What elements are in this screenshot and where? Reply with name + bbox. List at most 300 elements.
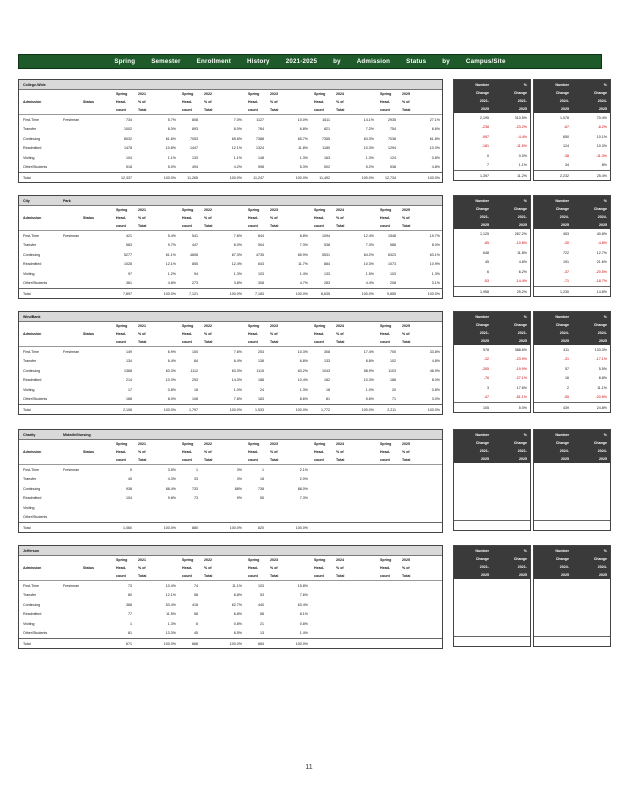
headcount-value: 102 <box>390 359 396 364</box>
percent-value: 0.8% <box>233 621 242 626</box>
headcount-value: 880 <box>192 525 198 530</box>
percent-value: 1.4% <box>299 271 308 276</box>
headcount-value: 5277 <box>124 252 132 257</box>
percent-value: 63.4% <box>297 602 308 607</box>
headcount-value: 808 <box>192 117 198 122</box>
headcount-value: 938 <box>126 486 132 491</box>
percent-value: 4.8% <box>167 281 176 286</box>
percent-change-value: -4.8% <box>597 241 607 246</box>
headcount-value: 253 <box>258 349 264 354</box>
headcount-value: 12,734 <box>385 175 396 180</box>
headcount-value: 1478 <box>124 146 132 151</box>
percent-value: 27.1% <box>429 117 440 122</box>
number-change-value: 1,078 <box>560 115 569 120</box>
percent-change-value: 25.4% <box>596 173 607 178</box>
percent-value: 8.6% <box>299 397 308 402</box>
headcount-value: 80 <box>128 593 132 598</box>
percent-value: 88.4% <box>165 486 176 491</box>
headcount-value: 1112 <box>190 368 198 373</box>
change-header: Change <box>593 557 607 561</box>
percent-change-value: 11.2% <box>517 173 527 178</box>
percent-value: 100.0% <box>427 175 440 180</box>
admission-header: Admission <box>23 450 42 454</box>
year-label: 2023 <box>270 92 278 96</box>
percent-value: 65.9% <box>297 252 308 257</box>
headcount-value: 188 <box>390 378 396 383</box>
count-header: count <box>116 108 126 112</box>
percent-value: 1.5% <box>365 271 374 276</box>
spring-label: Spring <box>248 208 260 212</box>
percent-change-value: 11.1% <box>597 385 607 390</box>
headcount-value: 6 <box>196 621 198 626</box>
admission-label: Continuing <box>23 486 41 491</box>
pct-header: % of <box>204 566 212 570</box>
admission-label: Other/Students <box>23 515 48 520</box>
headcount-header: Head- <box>182 450 192 454</box>
total-header: Total <box>138 458 147 462</box>
percent-change-value: -61.1% <box>515 395 527 400</box>
change-header: 2024- <box>597 565 607 569</box>
headcount-value: 12,337 <box>121 175 132 180</box>
headcount-value: 6323 <box>388 252 396 257</box>
percent-change-value: 12.7% <box>596 250 607 255</box>
percent-value: 6.8% <box>299 359 308 364</box>
number-change-value: -997 <box>481 134 489 139</box>
title-word: Status <box>406 58 427 65</box>
percent-change-value: 11.8% <box>517 250 527 255</box>
number-change-value: -55 <box>563 395 569 400</box>
number-change-value: 34 <box>565 163 569 168</box>
change-header: Change <box>555 557 569 561</box>
count-header: count <box>380 458 390 462</box>
count-header: count <box>248 224 258 228</box>
total-header: Total <box>270 108 279 112</box>
title-word: by <box>442 58 450 65</box>
headcount-value: 134 <box>126 359 132 364</box>
number-change-value: -76 <box>483 376 489 381</box>
headcount-value: 855 <box>192 262 198 267</box>
spring-label: Spring <box>314 208 326 212</box>
admission-label: Continuing <box>23 136 41 141</box>
change-header: Change <box>513 323 527 327</box>
percent-value: 2.1% <box>299 467 308 472</box>
headcount-value: 104 <box>126 155 132 160</box>
pct-header: % of <box>204 450 212 454</box>
change-header: % <box>603 198 607 203</box>
change-header: 2025 <box>561 223 569 227</box>
percent-value: 7.0% <box>233 117 242 122</box>
headcount-value: 11,247 <box>253 175 264 180</box>
pct-header: % of <box>204 216 212 220</box>
admission-label: Transfer <box>23 127 37 132</box>
year-label: 2025 <box>402 442 410 446</box>
change-header: 2021- <box>479 99 489 103</box>
headcount-value: 1 <box>196 467 198 472</box>
percent-value: 100.0% <box>295 407 308 412</box>
headcount-value: 5531 <box>322 252 330 257</box>
headcount-value: 734 <box>126 117 132 122</box>
percent-value: 100.0% <box>163 291 176 296</box>
change-2024-2025-box <box>533 79 611 181</box>
admission-label: Total <box>23 175 31 180</box>
percent-value: 6.6% <box>431 127 440 132</box>
change-header: Change <box>593 91 607 95</box>
percent-value: 63.1% <box>429 252 440 257</box>
pct-header: % of <box>204 100 212 104</box>
percent-value: 88.0% <box>297 486 308 491</box>
percent-value: 6.4% <box>233 359 242 364</box>
admission-label: First-Time <box>23 467 40 472</box>
percent-change-value: 17.6% <box>516 385 527 390</box>
percent-value: 10.0% <box>297 117 308 122</box>
change-header: 2021- <box>479 215 489 219</box>
change-header: 2025 <box>519 339 527 343</box>
number-change-value: 16 <box>565 376 569 381</box>
headcount-value: 45 <box>128 477 132 482</box>
change-header: % <box>523 432 527 437</box>
year-label: 2025 <box>402 558 410 562</box>
headcount-value: 1103 <box>388 368 396 373</box>
percent-value: 64.2% <box>363 252 374 257</box>
headcount-header: Head- <box>116 566 126 570</box>
change-header: 2021- <box>517 99 527 103</box>
change-header: 2025 <box>599 339 607 343</box>
percent-change-value: 10.3% <box>596 144 607 149</box>
headcount-header: Head- <box>116 216 126 220</box>
percent-value: 100.0% <box>295 175 308 180</box>
headcount-value: 7,897 <box>123 291 132 296</box>
count-header: count <box>314 340 324 344</box>
year-label: 2025 <box>402 208 410 212</box>
percent-value: 1.2% <box>167 271 176 276</box>
admission-label: Transfer <box>23 477 37 482</box>
change-2021-2025-box <box>453 79 531 181</box>
headcount-value: 273 <box>192 281 198 286</box>
headcount-value: 671 <box>126 641 132 646</box>
percent-change-value: -10.8% <box>515 241 527 246</box>
admission-label: Other/Students <box>23 397 48 402</box>
headcount-value: 74 <box>194 583 198 588</box>
headcount-value: 2,106 <box>123 407 132 412</box>
percent-change-value: -4.4% <box>517 134 527 139</box>
campus-table <box>18 195 443 299</box>
percent-value: 12.1% <box>231 146 242 151</box>
total-header: Total <box>270 340 279 344</box>
change-header: Number <box>555 314 569 319</box>
percent-value: 61.1% <box>165 252 176 257</box>
admission-label: Total <box>23 641 31 646</box>
pct-header: % of <box>402 216 410 220</box>
headcount-value: 308 <box>258 281 264 286</box>
percent-value: 53.4% <box>165 602 176 607</box>
number-change-value: 124 <box>563 144 569 149</box>
change-header: Change <box>475 557 489 561</box>
percent-value: 1.0% <box>365 387 374 392</box>
pct-header: % of <box>402 566 410 570</box>
total-header: Total <box>402 108 411 112</box>
title-word: Enrollment <box>196 58 231 65</box>
percent-value: 9% <box>236 496 242 501</box>
change-header: 2024- <box>559 565 569 569</box>
change-header: Number <box>555 82 569 87</box>
change-header: Change <box>475 207 489 211</box>
change-header: Change <box>593 441 607 445</box>
change-header: % <box>523 82 527 87</box>
year-label: 2021 <box>138 558 146 562</box>
percent-change-value: 0.0% <box>518 153 527 158</box>
headcount-value: 1 <box>262 467 264 472</box>
headcount-value: 668 <box>192 641 198 646</box>
change-2024-2025-box <box>533 545 611 647</box>
change-header: 2025 <box>599 107 607 111</box>
percent-value: 61.8% <box>429 136 440 141</box>
percent-value: 5.2% <box>365 165 374 170</box>
headcount-value: 97 <box>128 271 132 276</box>
change-2021-2025-box <box>453 311 531 413</box>
percent-value: 4.8% <box>431 359 440 364</box>
headcount-value: 738 <box>258 486 264 491</box>
headcount-value: 20 <box>392 387 396 392</box>
percent-value: 65.7% <box>297 136 308 141</box>
headcount-value: 1073 <box>388 262 396 267</box>
year-label: 2024 <box>336 558 344 562</box>
headcount-value: 518 <box>126 165 132 170</box>
percent-value: 8.8% <box>233 593 242 598</box>
number-change-value: -37 <box>563 269 569 274</box>
count-header: count <box>380 340 390 344</box>
change-header: 2024- <box>597 331 607 335</box>
headcount-value: 884 <box>324 262 330 267</box>
total-header: Total <box>336 574 345 578</box>
change-header: 2025 <box>561 457 569 461</box>
admission-header: Admission <box>23 566 42 570</box>
admission-label: Visiting <box>23 155 35 160</box>
change-header: % <box>523 314 527 319</box>
year-label: 2024 <box>336 208 344 212</box>
percent-value: 0.8% <box>431 387 440 392</box>
change-header: Number <box>475 82 489 87</box>
total-header: Total <box>138 108 147 112</box>
number-change-value: -181 <box>481 144 489 149</box>
percent-value: 14.3% <box>231 378 242 383</box>
percent-value: 11.7% <box>298 262 308 267</box>
headcount-value: 5 <box>130 467 132 472</box>
number-change-value: -67 <box>563 125 569 130</box>
headcount-value: 447 <box>192 243 198 248</box>
change-2021-2025-box <box>453 545 531 647</box>
campus-table <box>18 545 443 649</box>
percent-value: 61.6% <box>165 136 176 141</box>
count-header: count <box>116 224 126 228</box>
headcount-value: 538 <box>390 165 396 170</box>
percent-value: 8.0% <box>431 378 440 383</box>
headcount-value: 45 <box>194 631 198 636</box>
admission-label: Readmitted <box>23 146 42 151</box>
change-header: 2025 <box>561 573 569 577</box>
number-change-value: 1,230 <box>560 289 569 294</box>
number-change-value: -31 <box>563 357 569 362</box>
percent-change-value: 5.5% <box>598 366 607 371</box>
headcount-value: 1548 <box>388 233 396 238</box>
number-change-value: -47 <box>483 395 489 400</box>
headcount-value: 821 <box>324 127 330 132</box>
headcount-value: 7038 <box>388 136 396 141</box>
headcount-value: 4735 <box>256 252 264 257</box>
pct-header: % of <box>270 566 278 570</box>
headcount-value: 4808 <box>190 252 198 257</box>
count-header: count <box>380 108 390 112</box>
number-change-value: 1,125 <box>480 231 489 236</box>
pct-header: % of <box>270 216 278 220</box>
percent-value: 12.1% <box>165 262 176 267</box>
number-change-value: -238 <box>481 125 489 130</box>
headcount-value: 168 <box>126 397 132 402</box>
year-label: 2021 <box>138 442 146 446</box>
percent-value: 10.8% <box>165 146 176 151</box>
pct-header: % of <box>138 566 146 570</box>
count-header: count <box>182 108 192 112</box>
headcount-value: 124 <box>390 155 396 160</box>
headcount-header: Head- <box>314 216 324 220</box>
total-header: Total <box>336 224 345 228</box>
year-label: 2022 <box>204 92 212 96</box>
percent-value: 100.0% <box>163 525 176 530</box>
change-header: 2021- <box>517 215 527 219</box>
change-header: % <box>603 548 607 553</box>
count-header: count <box>182 574 192 578</box>
change-header: 2024- <box>597 99 607 103</box>
percent-value: 100.0% <box>361 407 374 412</box>
change-header: % <box>523 548 527 553</box>
status-header: Status <box>83 450 94 454</box>
admission-label: Transfer <box>23 593 37 598</box>
number-change-value: 191 <box>563 260 569 265</box>
headcount-value: 8,635 <box>321 291 330 296</box>
headcount-header: Head- <box>116 450 126 454</box>
percent-value: 10.3% <box>363 146 374 151</box>
pct-header: % of <box>138 100 146 104</box>
headcount-header: Head- <box>182 566 192 570</box>
title-word: Admission <box>356 58 391 65</box>
admission-label: Transfer <box>23 359 37 364</box>
change-header: Change <box>555 323 569 327</box>
percent-value: 15.8% <box>297 583 308 588</box>
change-header: Number <box>555 198 569 203</box>
percent-value: 100.0% <box>295 641 308 646</box>
spring-label: Spring <box>380 442 392 446</box>
spring-label: Spring <box>380 208 392 212</box>
pct-header: % of <box>336 332 344 336</box>
percent-value: 1.3% <box>299 387 308 392</box>
spring-label: Spring <box>248 442 260 446</box>
percent-value: 4.7% <box>299 281 308 286</box>
change-header: 2024- <box>559 331 569 335</box>
change-header: Change <box>513 557 527 561</box>
total-header: Total <box>270 224 279 228</box>
pct-header: % of <box>138 450 146 454</box>
percent-change-value: 70.4% <box>596 115 607 120</box>
headcount-value: 133 <box>324 359 330 364</box>
percent-change-value: 5.0% <box>518 405 527 410</box>
percent-value: 100.0% <box>163 407 176 412</box>
status-header: Status <box>83 566 94 570</box>
percent-value: 1.1% <box>167 155 176 160</box>
number-change-value: 411 <box>563 347 569 352</box>
percent-value: 6.9% <box>167 349 176 354</box>
count-header: count <box>248 574 258 578</box>
headcount-value: 94 <box>194 271 198 276</box>
headcount-value: 58 <box>260 612 264 617</box>
headcount-value: 1094 <box>322 233 330 238</box>
number-change-value: 722 <box>563 250 569 255</box>
status-header: Status <box>83 216 94 220</box>
change-header: 2025 <box>481 107 489 111</box>
headcount-header: Head- <box>314 332 324 336</box>
headcount-header: Head- <box>182 216 192 220</box>
percent-change-value: 310.5% <box>514 115 527 120</box>
percent-value: 8.8% <box>233 612 242 617</box>
headcount-value: 9,855 <box>387 291 396 296</box>
percent-value: 12.4% <box>363 233 374 238</box>
admission-label: Total <box>23 407 31 412</box>
spring-label: Spring <box>248 324 260 328</box>
headcount-value: 1,797 <box>189 407 198 412</box>
percent-value: 1.1% <box>233 155 242 160</box>
count-header: count <box>314 224 324 228</box>
headcount-header: Head- <box>380 216 390 220</box>
percent-change-value: 8.8% <box>598 376 607 381</box>
percent-value: 63.3% <box>231 368 242 373</box>
headcount-value: 21 <box>260 621 264 626</box>
change-header: 2025 <box>481 339 489 343</box>
total-header: Total <box>270 574 279 578</box>
admission-label: Readmitted <box>23 496 42 501</box>
admission-label: Continuing <box>23 602 41 607</box>
total-header: Total <box>402 574 411 578</box>
percent-change-value: -19.9% <box>515 366 527 371</box>
title-word: Spring <box>114 58 136 65</box>
change-header: % <box>523 198 527 203</box>
change-header: Change <box>475 323 489 327</box>
percent-value: 3.8% <box>233 281 242 286</box>
percent-change-value: -23.2% <box>515 125 527 130</box>
change-header: 2025 <box>599 573 607 577</box>
headcount-value: 13 <box>260 631 264 636</box>
number-change-value: 650 <box>563 134 569 139</box>
number-change-value: 2,195 <box>480 115 489 120</box>
admission-label: Visiting <box>23 271 35 276</box>
spring-label: Spring <box>380 558 392 562</box>
number-change-value: -71 <box>563 279 569 284</box>
spring-label: Spring <box>116 558 128 562</box>
headcount-header: Head- <box>182 100 192 104</box>
pct-header: % of <box>270 332 278 336</box>
percent-value: 2.0% <box>299 477 308 482</box>
headcount-header: Head- <box>314 566 324 570</box>
change-header: 2021- <box>479 449 489 453</box>
number-change-value: 0 <box>487 153 489 158</box>
spring-label: Spring <box>380 92 392 96</box>
percent-value: 4.2% <box>233 165 242 170</box>
total-header: Total <box>204 224 213 228</box>
percent-value: 7.6% <box>233 349 242 354</box>
percent-change-value: -20.5% <box>595 269 607 274</box>
headcount-header: Head- <box>380 450 390 454</box>
headcount-value: 1368 <box>124 368 132 373</box>
total-header: Total <box>138 340 147 344</box>
headcount-value: 81 <box>326 397 330 402</box>
admission-label: Readmitted <box>23 378 42 383</box>
